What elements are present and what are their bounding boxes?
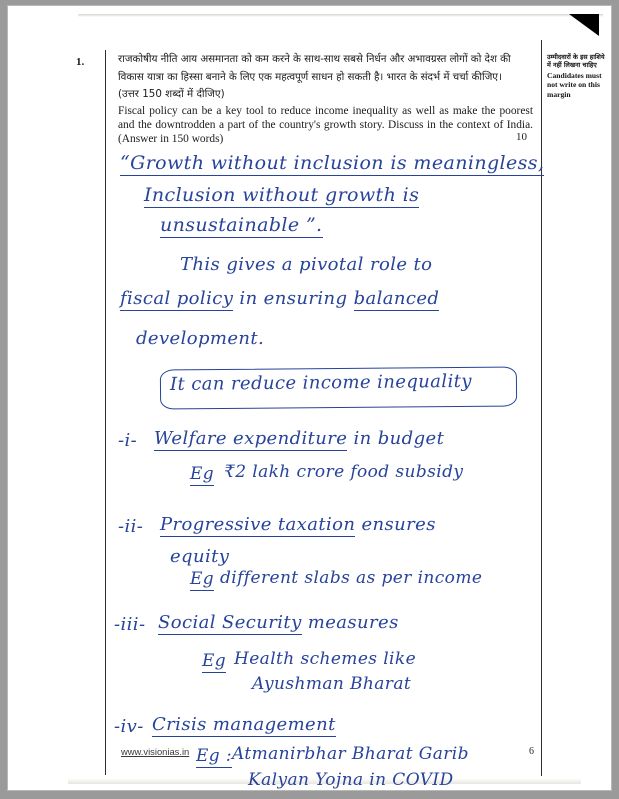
corner-fold-mark [569,14,599,36]
answer-intro-ensuring: in ensuring [239,288,348,309]
point-2-text-line-2: equity [170,546,230,567]
margin-warning-hindi: उम्मीदवारों के इस हाशिये में नहीं लिखना चाहिए [547,53,605,70]
point-2-example-marker [190,569,214,589]
point-3-example-line-2: Ayushman Bharat [252,674,412,694]
point-3-example-marker [202,651,226,671]
answer-quote-line-1-text: “Growth without inclusion is meaningless, [120,152,545,174]
point-1-marker: -i- [118,430,138,451]
question-english-text: Fiscal policy can be a key tool to reduce income inequality as well as make the poorest and the downtrodden a part of the country's growth story. Discuss in the context of India. (Answer in 150 words) [118,105,533,146]
question-marks: 10 [516,131,527,143]
point-4-marker: -iv- [114,716,144,737]
point-2-example: different slabs as per income [220,568,483,588]
point-4-eg: Eg : [196,746,233,766]
point-4-example-line-2: Kalyan Yojna in COVID [248,770,454,790]
point-1-rest: in budget [353,428,445,449]
answer-intro-fiscal-policy: fiscal policy [120,288,234,309]
point-3-eg: Eg [202,651,227,671]
answer-quote-line-2-text: Inclusion without growth is [144,184,420,206]
point-4-keyword: Crisis management [152,714,336,735]
answer-intro-balanced: balanced [353,288,440,309]
point-3-marker: -iii- [114,614,146,635]
point-1-example-marker [190,464,214,484]
point-3-rest: measures [307,612,399,633]
page-top-shadow [78,14,603,17]
answer-intro-line-2 [120,288,439,309]
point-1-text [154,428,444,449]
point-2-eg: Eg [190,569,215,589]
margin-warning-english: Candidates must not write on this margin [547,70,602,99]
question-hindi-line-1: राजकोषीय नीति आय असमानता को कम करने के साथ-साथ सबसे निर्धन और अभावग्रस्त लोगों को देश की [118,53,511,65]
margin-warning-note [547,53,609,99]
point-2-rest: ensures [361,514,436,535]
site-watermark[interactable]: www.visionias.in [121,746,190,757]
point-4-example-marker [196,746,232,766]
point-2-marker: -ii- [118,516,144,537]
point-3-text [158,612,399,633]
point-3-keyword: Social Security [158,612,302,633]
answer-intro-line-1: This gives a pivotal role to [180,254,433,275]
answer-quote-line-2 [144,184,419,206]
answer-quote-line-1 [120,152,544,174]
point-4-example: Atmanirbhar Bharat Garib [232,744,469,764]
question-hindi-line-2: विकास यात्रा का हिस्सा बनाने के लिए एक महत्वपूर्ण साधन हो सकती है। भारत के संदर्भ में चर्चा कीजिए। [118,71,502,83]
point-1-eg: Eg [190,464,215,484]
point-1-keyword: Welfare expenditure [154,428,348,449]
question-text-block [118,51,533,147]
point-2-keyword: Progressive taxation [160,514,356,535]
answer-intro-line-3: development. [136,328,265,349]
right-margin-rule [541,40,542,776]
point-3-example: Health schemes like [234,649,417,669]
question-number: 1. [76,56,85,68]
point-4-text [152,714,336,735]
point-2-text [160,514,436,535]
left-margin-rule [105,50,106,775]
answer-quote-line-3 [160,214,323,236]
answer-heading-text: It can reduce income inequality [169,370,472,395]
point-1-example: ₹2 lakh crore food subsidy [224,462,464,482]
answer-sheet-page [8,6,611,790]
question-hindi-line-3: (उत्तर 150 शब्दों में दीजिए) [118,88,225,100]
page-number: 6 [529,746,534,757]
answer-quote-line-3-text: unsustainable ”. [160,214,323,236]
